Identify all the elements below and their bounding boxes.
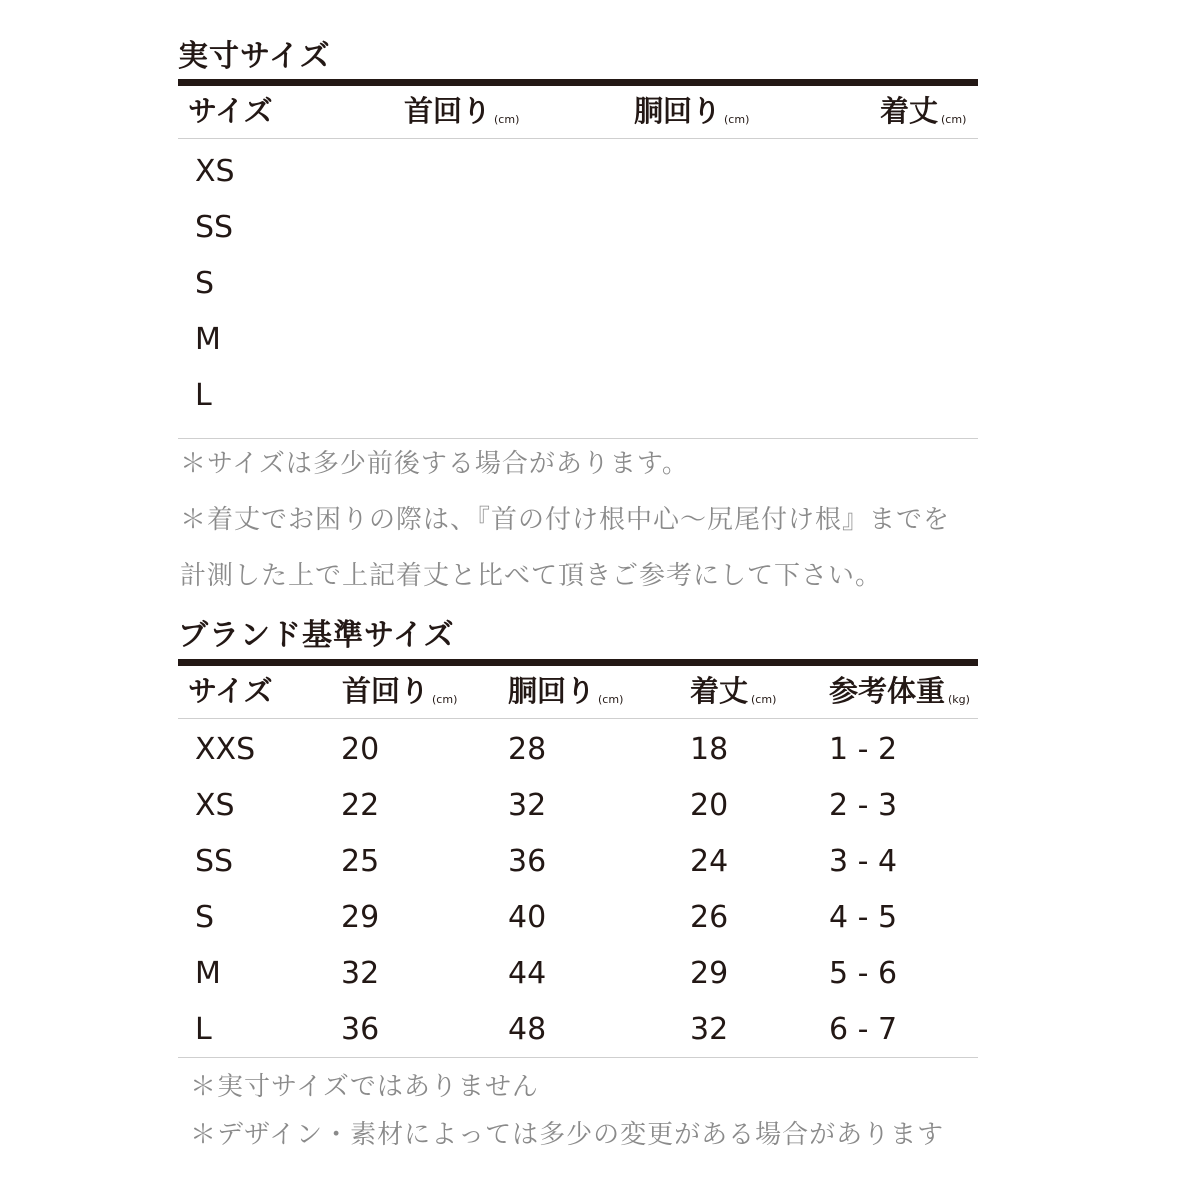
actual-header-neck — [404, 94, 520, 128]
brand-header-rule — [178, 718, 978, 719]
brand-header-weight-label: 参考体重 — [829, 674, 946, 708]
actual-size-ss: SS — [195, 210, 234, 245]
brand-header-neck-unit: (cm) — [432, 693, 458, 706]
brand-row-weight: 6 - 7 — [829, 1012, 898, 1047]
brand-header-length-unit: (cm) — [751, 693, 777, 706]
actual-note-3: 計測した上で上記着丈と比べて頂きご参考にして下さい。 — [180, 561, 883, 591]
actual-header-rule — [178, 138, 978, 139]
brand-header-neck-label: 首回り — [342, 674, 430, 708]
brand-row-size: M — [195, 956, 221, 991]
actual-header-length-unit: (cm) — [941, 113, 967, 126]
brand-header-size-label: サイズ — [188, 674, 273, 708]
brand-row-chest: 48 — [508, 1012, 547, 1047]
actual-size-xs: XS — [195, 154, 235, 189]
actual-header-neck-unit: (cm) — [494, 113, 520, 126]
actual-header-length-label: 着丈 — [880, 94, 939, 128]
brand-row-length: 24 — [690, 844, 729, 879]
brand-title-rule — [178, 659, 978, 666]
brand-row-length: 18 — [690, 732, 729, 767]
brand-row-weight: 1 - 2 — [829, 732, 898, 767]
brand-header-length-label: 着丈 — [690, 674, 749, 708]
brand-size-title: ブランド基準サイズ — [178, 618, 455, 653]
brand-row-neck: 32 — [341, 956, 380, 991]
brand-row-length: 26 — [690, 900, 729, 935]
brand-row-chest: 32 — [508, 788, 547, 823]
brand-row-neck: 25 — [341, 844, 380, 879]
brand-row-chest: 40 — [508, 900, 547, 935]
actual-note-2: ＊着丈でお困りの際は、『首の付け根中心〜尻尾付け根』までを — [180, 505, 951, 535]
brand-row-length: 20 — [690, 788, 729, 823]
brand-header-length — [690, 674, 777, 708]
brand-row-neck: 36 — [341, 1012, 380, 1047]
brand-row-neck: 20 — [341, 732, 380, 767]
brand-header-weight — [829, 674, 970, 708]
brand-header-neck — [342, 674, 458, 708]
actual-header-size-label: サイズ — [188, 94, 273, 128]
actual-title-rule — [178, 79, 978, 86]
brand-row-chest: 28 — [508, 732, 547, 767]
actual-size-s: S — [195, 266, 215, 301]
brand-note-1: ＊実寸サイズではありません — [190, 1072, 539, 1102]
actual-size-m: M — [195, 322, 221, 357]
brand-row-weight: 3 - 4 — [829, 844, 898, 879]
brand-row-chest: 44 — [508, 956, 547, 991]
brand-row-size: SS — [195, 844, 234, 879]
actual-header-chest-label: 胴回り — [634, 94, 722, 128]
brand-row-length: 29 — [690, 956, 729, 991]
brand-header-chest-label: 胴回り — [508, 674, 596, 708]
actual-header-size — [188, 94, 273, 128]
actual-header-chest — [634, 94, 750, 128]
actual-size-title: 実寸サイズ — [178, 39, 331, 74]
brand-note-2: ＊デザイン・素材によっては多少の変更がある場合があります — [190, 1120, 945, 1150]
actual-size-l: L — [195, 378, 212, 413]
brand-row-weight: 5 - 6 — [829, 956, 898, 991]
actual-header-neck-label: 首回り — [404, 94, 492, 128]
brand-header-weight-unit: (kg) — [948, 693, 970, 706]
brand-header-size — [188, 674, 273, 708]
actual-bottom-rule — [178, 438, 978, 439]
brand-row-neck: 22 — [341, 788, 380, 823]
brand-row-weight: 4 - 5 — [829, 900, 898, 935]
brand-row-size: L — [195, 1012, 212, 1047]
brand-row-length: 32 — [690, 1012, 729, 1047]
actual-header-length — [880, 94, 967, 128]
brand-row-neck: 29 — [341, 900, 380, 935]
brand-row-size: XXS — [195, 732, 256, 767]
brand-header-chest-unit: (cm) — [598, 693, 624, 706]
brand-row-chest: 36 — [508, 844, 547, 879]
brand-header-chest — [508, 674, 624, 708]
actual-header-chest-unit: (cm) — [724, 113, 750, 126]
brand-bottom-rule — [178, 1057, 978, 1058]
brand-row-weight: 2 - 3 — [829, 788, 898, 823]
brand-row-size: S — [195, 900, 215, 935]
actual-note-1: ＊サイズは多少前後する場合があります。 — [180, 449, 689, 479]
brand-row-size: XS — [195, 788, 235, 823]
